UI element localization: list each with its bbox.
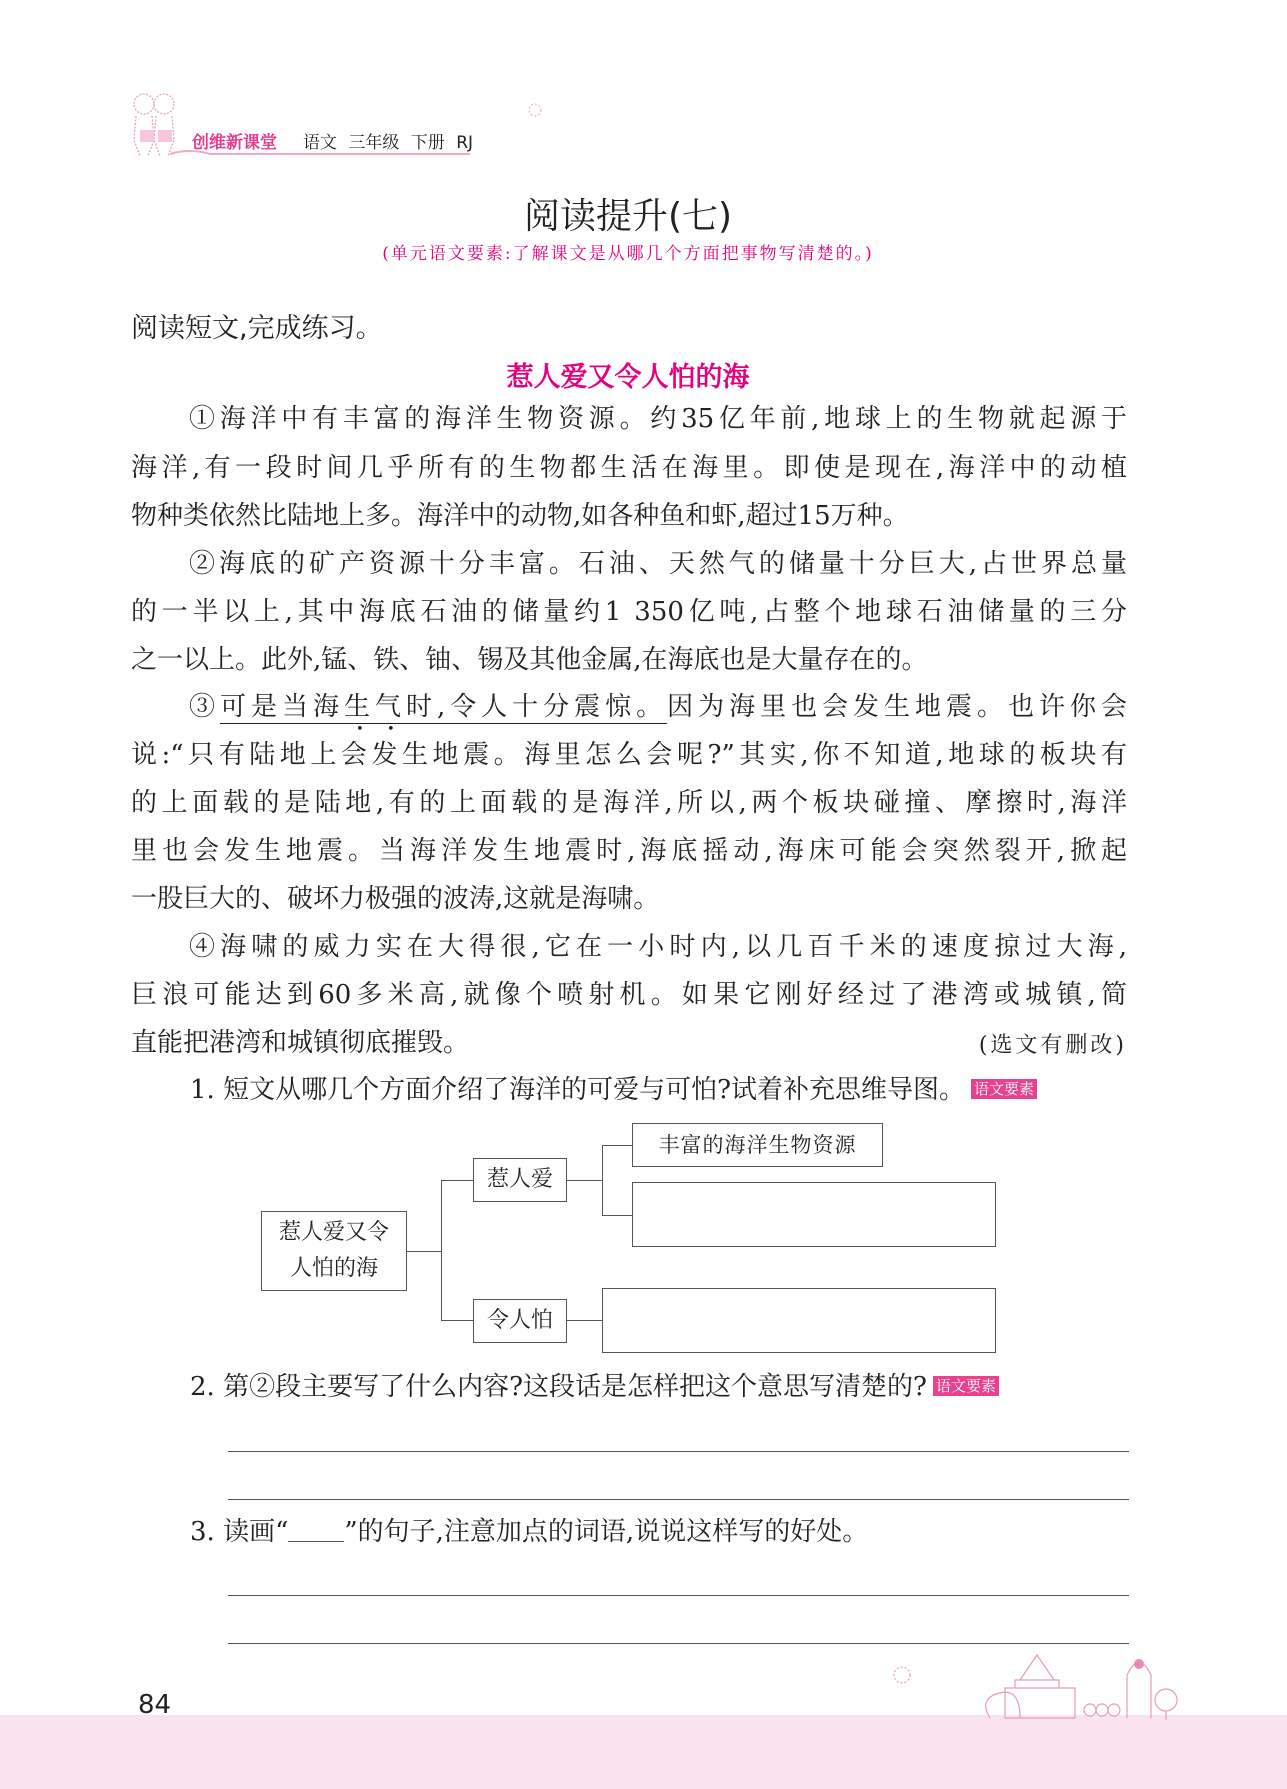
passage-line: 巨浪可能达到60多米高,就像个喷射机。如果它刚好经过了港湾或城镇,简 <box>131 980 1127 1010</box>
question-text: 1. 短文从哪几个方面介绍了海洋的可爱与可怕?试着补充思维导图。 <box>190 1075 966 1105</box>
question-text: 2. 第②段主要写了什么内容?这段话是怎样把这个意思写清楚的? <box>190 1372 927 1402</box>
mindmap-fear-item-blank[interactable] <box>602 1288 996 1353</box>
root-line: 人怕的海 <box>289 1256 378 1281</box>
passage-line: 里也会发生地震。当海洋发生地震时,海底摇动,海床可能会突然裂开,掀起 <box>131 836 1127 866</box>
mindmap-branch-love: 惹人爱 <box>473 1158 567 1202</box>
connector <box>602 1215 632 1216</box>
question-text: 3. 读画“ <box>190 1517 289 1547</box>
passage-line: 直能把港湾和城镇彻底摧毁。 <box>131 1028 470 1058</box>
underlined-part: 可是当海 <box>220 692 344 722</box>
page-title: 阅读提升(七) <box>523 196 733 237</box>
unit-element-badge: 语文要素 <box>933 1376 999 1396</box>
castle-illustration-icon <box>890 1650 1190 1720</box>
passage-line: 的上面载的是陆地,有的上面载的是海洋,所以,两个板块碰撞、摩擦时,海洋 <box>131 788 1127 818</box>
question-1 <box>190 1073 1037 1107</box>
answer-line[interactable] <box>228 1643 1129 1644</box>
mindmap-love-item-1: 丰富的海洋生物资源 <box>632 1123 883 1167</box>
dotted-word: 生气 <box>343 692 406 722</box>
header-underline <box>170 146 470 158</box>
connector <box>441 1320 473 1321</box>
footer-band <box>0 1715 1287 1789</box>
passage-line: ①海洋中有丰富的海洋生物资源。约35亿年前,地球上的生物就起源于 <box>189 404 1127 434</box>
connector <box>567 1180 602 1181</box>
unit-element-note: (单元语文要素:了解课文是从哪几个方面把事物写清楚的。) <box>382 244 874 264</box>
connector <box>602 1145 603 1215</box>
passage-line: 一股巨大的、破坏力极强的波涛,这就是海啸。 <box>131 884 660 914</box>
passage-line: ②海底的矿产资源十分丰富。石油、天然气的储量十分巨大,占世界总量 <box>189 549 1127 579</box>
answer-line[interactable] <box>228 1595 1129 1596</box>
book-info: 语文 三年级 下册 RJ <box>303 133 474 153</box>
passage-line-underlined <box>189 690 1127 724</box>
page-number: 84 <box>138 1690 172 1720</box>
connector <box>602 1145 632 1146</box>
question-3 <box>190 1515 868 1549</box>
passage-line: 物种类依然比陆地上多。海洋中的动物,如各种鱼和虾,超过15万种。 <box>131 501 909 531</box>
passage-line: 之一以上。此外,锰、铁、铀、锡及其他金属,在海底也是大量存在的。 <box>131 645 928 675</box>
instruction: 阅读短文,完成练习。 <box>131 313 383 344</box>
question-text: ”的句子,注意加点的词语,说说这样写的好处。 <box>344 1517 869 1547</box>
mindmap-love-item-2-blank[interactable] <box>632 1182 996 1247</box>
brand-label: 创维新课堂 <box>192 133 277 153</box>
root-line: 惹人爱又令 <box>278 1220 389 1245</box>
underlined-part: 时,令人十分震惊。 <box>405 692 668 722</box>
story-title: 惹人爱又令人怕的海 <box>506 362 750 393</box>
passage-line: ④海啸的威力实在大得很,它在一小时内,以几百千米的速度掠过大海, <box>189 932 1127 962</box>
mindmap-root <box>261 1211 407 1291</box>
connector <box>441 1180 473 1181</box>
source-note: (选文有删改) <box>978 1033 1127 1058</box>
sentence-rest: 因为海里也会发生地震。也许你会 <box>667 692 1127 722</box>
underline-sample <box>288 1515 344 1542</box>
passage-line: 海洋,有一段时间几乎所有的生物都生活在海里。即使是现在,海洋中的动植 <box>131 453 1127 483</box>
connector <box>567 1320 602 1321</box>
underlined-sentence <box>220 692 667 722</box>
para-number: ③ <box>189 692 220 722</box>
connector <box>441 1180 442 1321</box>
passage-line: 说:“只有陆地上会发生地震。海里怎么会呢?”其实,你不知道,地球的板块有 <box>131 740 1127 770</box>
passage-line: 的一半以上,其中海底石油的储量约1 350亿吨,占整个地球石油储量的三分 <box>131 597 1127 627</box>
connector <box>407 1251 441 1252</box>
flower-deco-icon <box>525 102 545 118</box>
answer-line[interactable] <box>228 1499 1129 1500</box>
unit-element-badge: 语文要素 <box>971 1079 1037 1099</box>
answer-line[interactable] <box>228 1451 1129 1452</box>
mindmap-branch-fear: 令人怕 <box>473 1299 567 1343</box>
question-2 <box>190 1370 999 1404</box>
